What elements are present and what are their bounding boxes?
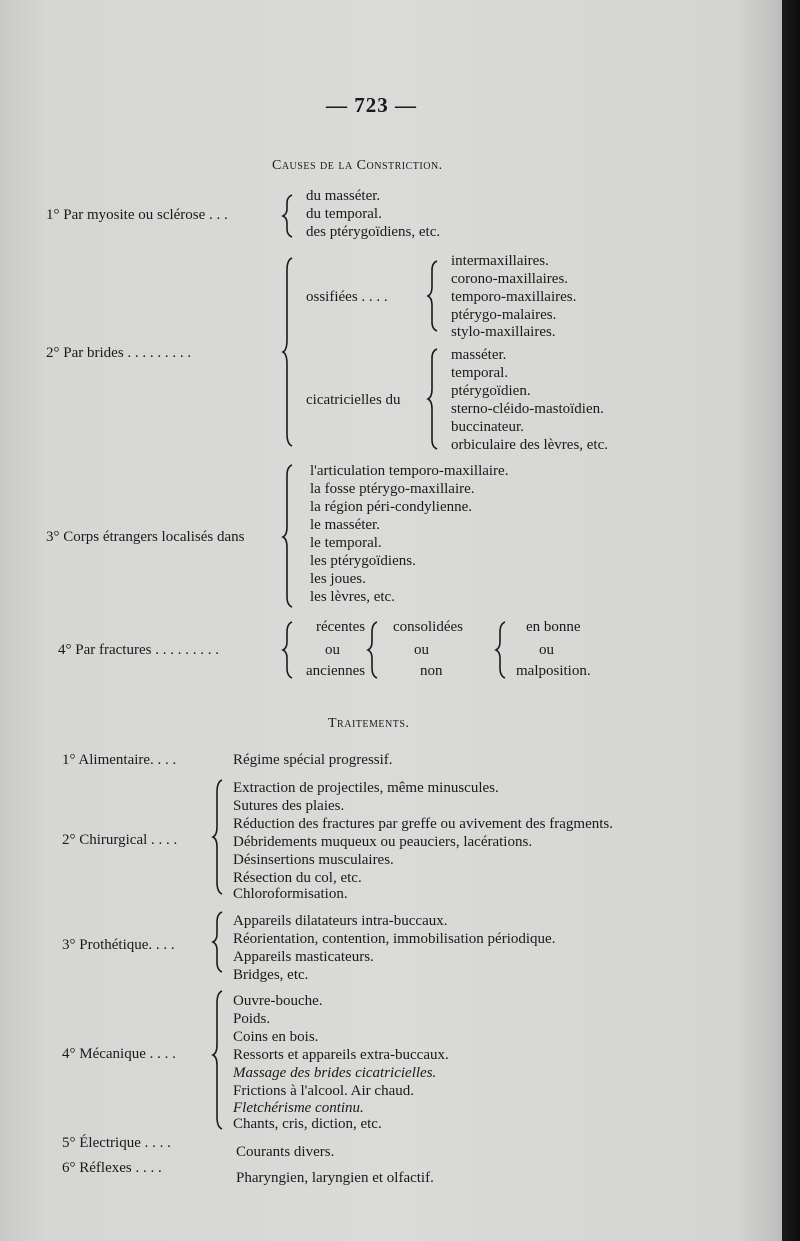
- ossifiees-item: temporo-maxillaires.: [451, 289, 577, 305]
- cause-3-item: le temporal.: [310, 535, 382, 551]
- cause-2-label: 2° Par brides . . . . . . . . .: [46, 345, 192, 361]
- treatment-2-item: Résection du col, etc.: [233, 870, 362, 886]
- treatment-5-label: 5° Électrique . . . .: [62, 1135, 171, 1151]
- treatment-2-item: Désinsertions musculaires.: [233, 852, 394, 868]
- fracture-consolidation: consolidées: [393, 619, 463, 635]
- treatment-2-item: Réduction des fractures par greffe ou avivement des fragments.: [233, 816, 613, 832]
- brace-t2: [213, 780, 222, 894]
- treatment-2-item: Extraction de projectiles, même minuscules.: [233, 780, 499, 796]
- cause-1-item: des ptérygoïdiens, etc.: [306, 224, 441, 240]
- brace-c1: [283, 195, 292, 237]
- brace-c4-a: [283, 622, 292, 678]
- treatment-4-item: Chants, cris, diction, etc.: [233, 1116, 382, 1132]
- treatment-4-item: Ressorts et appareils extra-buccaux.: [233, 1047, 449, 1063]
- treatment-4-item: Frictions à l'alcool. Air chaud.: [233, 1083, 414, 1099]
- ossifiees-item: stylo-maxillaires.: [451, 324, 556, 340]
- treatment-2-item: Chloroformisation.: [233, 886, 348, 902]
- cause-1-item: du temporal.: [306, 206, 382, 222]
- treatment-4-item: Coins en bois.: [233, 1029, 319, 1045]
- cicatricielles-item: orbiculaire des lèvres, etc.: [451, 437, 609, 453]
- treatment-1-item: Régime spécial progressif.: [233, 752, 393, 768]
- treatment-2-item: Sutures des plaies.: [233, 798, 345, 814]
- treatment-6-label: 6° Réflexes . . . .: [62, 1160, 162, 1176]
- treatment-3-item: Réorientation, contention, immobilisation périodique.: [233, 931, 556, 947]
- brace-t3: [213, 912, 222, 972]
- treatment-4-item: Massage des brides cicatricielles.: [233, 1065, 437, 1081]
- treatment-3-label: 3° Prothétique. . . .: [62, 937, 175, 953]
- brace-ossifiees: [428, 261, 437, 331]
- treatments-title: Traitements.: [328, 716, 410, 731]
- fracture-position: malposition.: [516, 663, 591, 679]
- treatment-4-item: Fletchérisme continu.: [233, 1100, 364, 1116]
- cicatricielles-item: buccinateur.: [451, 419, 524, 435]
- cicatricielles-label: cicatricielles du: [306, 392, 401, 408]
- fracture-age: récentes: [316, 619, 366, 635]
- brace-c4-c: [496, 622, 505, 678]
- treatment-4-item: Poids.: [233, 1011, 271, 1027]
- fracture-age: ou: [325, 642, 340, 658]
- cause-3-item: la fosse ptérygo-maxillaire.: [310, 481, 475, 497]
- fracture-consolidation: non: [420, 663, 443, 679]
- fracture-position: ou: [539, 642, 554, 658]
- brace-c2: [283, 258, 292, 446]
- cause-4-label: 4° Par fractures . . . . . . . . .: [58, 642, 219, 658]
- ossifiees-item: intermaxillaires.: [451, 253, 549, 269]
- cause-3-item: le masséter.: [310, 517, 380, 533]
- cicatricielles-item: temporal.: [451, 365, 509, 381]
- fracture-position: en bonne: [526, 619, 581, 635]
- fracture-consolidation: ou: [414, 642, 429, 658]
- brace-t4: [213, 991, 222, 1129]
- treatment-6-item: Pharyngien, laryngien et olfactif.: [236, 1170, 434, 1186]
- brace-c3: [283, 465, 292, 607]
- treatment-2-item: Débridements muqueux ou peauciers, lacérations.: [233, 834, 533, 850]
- treatment-2-label: 2° Chirurgical . . . .: [62, 832, 178, 848]
- treatment-3-item: Appareils masticateurs.: [233, 949, 374, 965]
- treatment-3-item: Bridges, etc.: [233, 967, 309, 983]
- cicatricielles-item: masséter.: [451, 347, 507, 363]
- cause-3-item: les joues.: [310, 571, 366, 587]
- cause-3-label: 3° Corps étrangers localisés dans: [46, 529, 245, 545]
- cause-3-item: les lèvres, etc.: [310, 589, 395, 605]
- treatment-4-label: 4° Mécanique . . . .: [62, 1046, 176, 1062]
- treatment-4-item: Ouvre-bouche.: [233, 993, 323, 1009]
- cause-1-item: du masséter.: [306, 188, 381, 204]
- cause-1-label: 1° Par myosite ou sclérose . . .: [46, 207, 228, 223]
- ossifiees-label: ossifiées . . . .: [306, 289, 388, 305]
- cause-3-item: les ptérygoïdiens.: [310, 553, 416, 569]
- brace-cicatricielles: [428, 349, 437, 449]
- cause-3-item: la région péri-condylienne.: [310, 499, 473, 515]
- ossifiees-item: ptérygo-malaires.: [451, 307, 557, 323]
- brace-c4-b: [368, 622, 377, 678]
- page-number: — 723 —: [326, 93, 417, 117]
- cicatricielles-item: sterno-cléido-mastoïdien.: [451, 401, 604, 417]
- cicatricielles-item: ptérygoïdien.: [451, 383, 531, 399]
- causes-title: Causes de la Constriction.: [272, 158, 443, 173]
- cause-3-item: l'articulation temporo-maxillaire.: [310, 463, 509, 479]
- treatment-1-label: 1° Alimentaire. . . .: [62, 752, 177, 768]
- ossifiees-item: corono-maxillaires.: [451, 271, 569, 287]
- treatment-5-item: Courants divers.: [236, 1144, 335, 1160]
- treatment-3-item: Appareils dilatateurs intra-buccaux.: [233, 913, 448, 929]
- fracture-age: anciennes: [306, 663, 366, 679]
